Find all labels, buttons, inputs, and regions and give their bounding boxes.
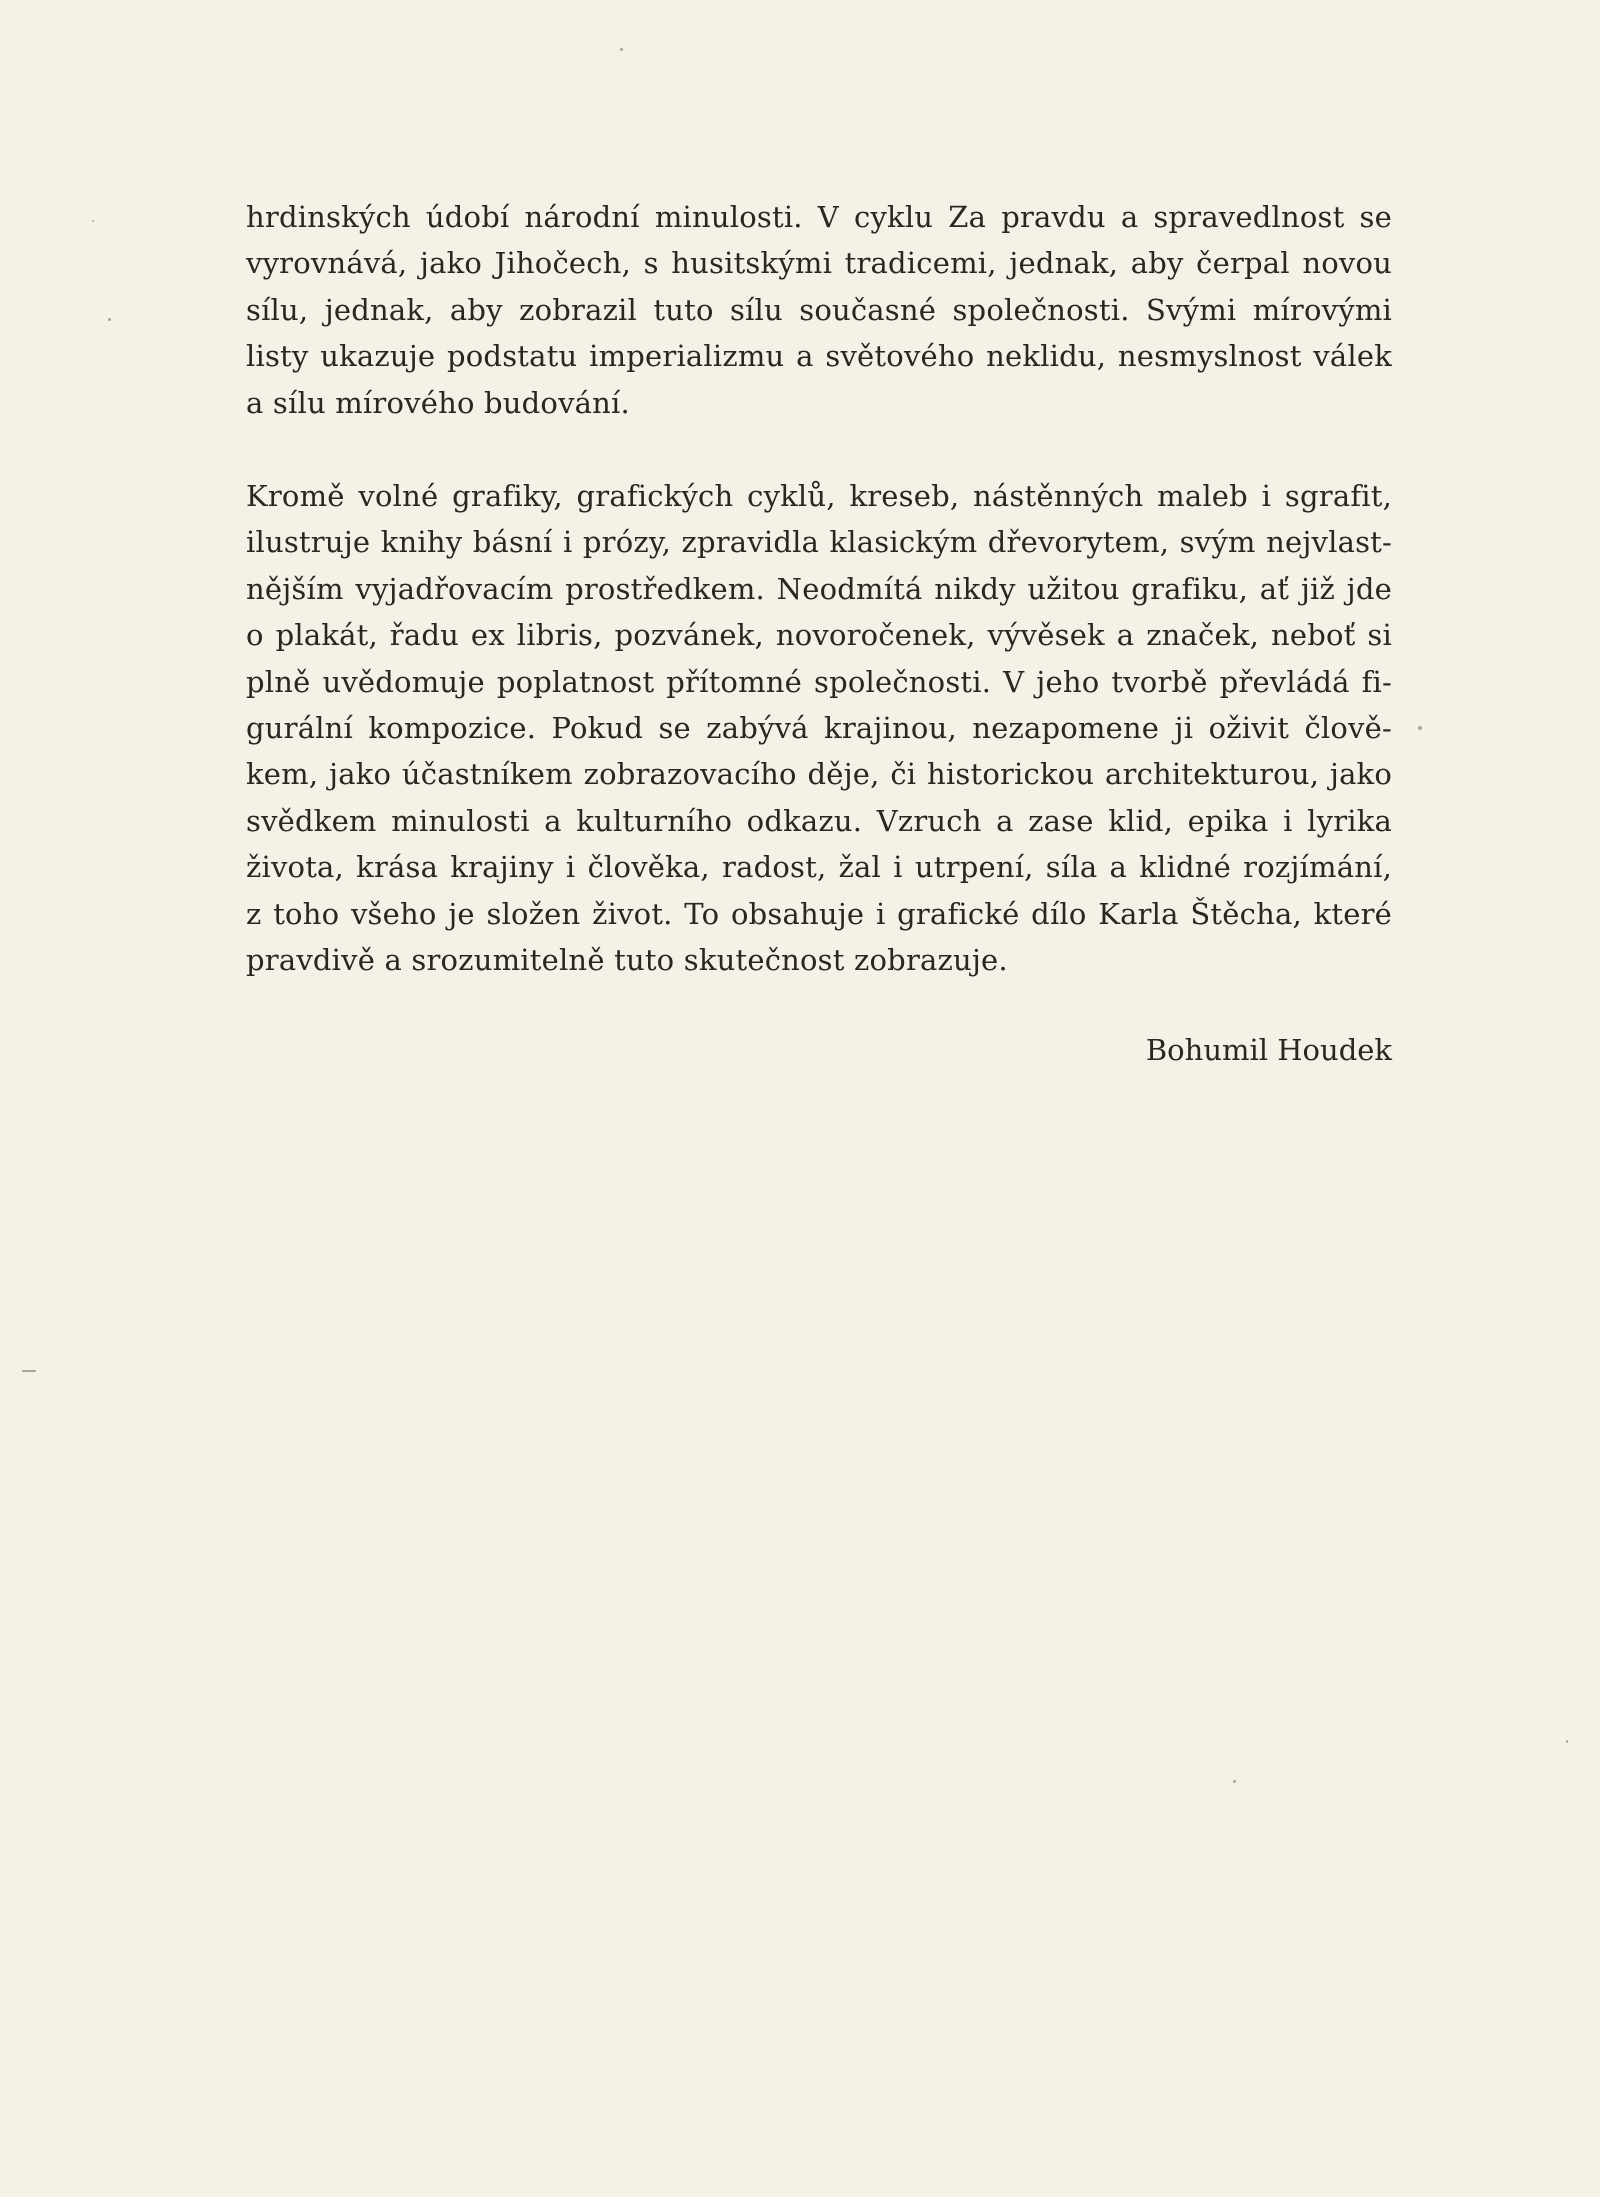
paragraph-1 — [246, 194, 1392, 426]
paper-speck — [1566, 1740, 1568, 1743]
paragraph-line: kem, jako účastníkem zobrazovacího děje, či historickou architekturou, jako — [246, 757, 1392, 792]
paragraph-line: plně uvědomuje poplatnost přítomné společnosti. V jeho tvorbě převládá fi- — [246, 664, 1392, 699]
author-signature: Bohumil Houdek — [1145, 1033, 1392, 1067]
paragraph-line: pravdivě a srozumitelně tuto skutečnost zobrazuje. — [246, 942, 1008, 977]
paper-speck — [22, 1370, 36, 1372]
paragraph-line: sílu, jednak, aby zobrazil tuto sílu současné společnosti. Svými mírovými — [246, 292, 1392, 327]
paragraph-line: Kromě volné grafiky, grafických cyklů, kreseb, nástěnných maleb i sgrafit, — [246, 479, 1392, 513]
paper-speck — [620, 48, 623, 51]
paragraph-line: nějším vyjadřovacím prostředkem. Neodmítá nikdy užitou grafiku, ať již jde — [246, 571, 1392, 606]
paragraph-2 — [246, 473, 1392, 983]
paragraph-line: hrdinských údobí národní minulosti. V cyklu Za pravdu a spravedlnost se — [246, 200, 1392, 234]
paper-speck — [92, 220, 94, 222]
paper-speck — [108, 318, 111, 321]
paragraph-line: o plakát, řadu ex libris, pozvánek, novoročenek, vývěsek a značek, neboť si — [246, 618, 1392, 653]
paragraph-line: ilustruje knihy básní i prózy, zpravidla klasickým dřevorytem, svým nejvlast- — [246, 525, 1392, 560]
paragraph-line: gurální kompozice. Pokud se zabývá krajinou, nezapomene ji oživit člově- — [246, 710, 1392, 745]
paper-speck — [1233, 1780, 1236, 1783]
paragraph-line: z toho všeho je složen život. To obsahuje i grafické dílo Karla Štěcha, které — [246, 896, 1392, 931]
paragraph-line: listy ukazuje podstatu imperializmu a světového neklidu, nesmyslnost válek — [246, 339, 1392, 374]
paper-speck — [1418, 726, 1422, 730]
paragraph-line: vyrovnává, jako Jihočech, s husitskými tradicemi, jednak, aby čerpal novou — [246, 246, 1392, 281]
paragraph-line: života, krása krajiny i člověka, radost, žal i utrpení, síla a klidné rozjímání, — [246, 850, 1392, 885]
paragraph-line: svědkem minulosti a kulturního odkazu. Vzruch a zase klid, epika i lyrika — [246, 803, 1392, 838]
paragraph-line: a sílu mírového budování. — [246, 385, 630, 420]
